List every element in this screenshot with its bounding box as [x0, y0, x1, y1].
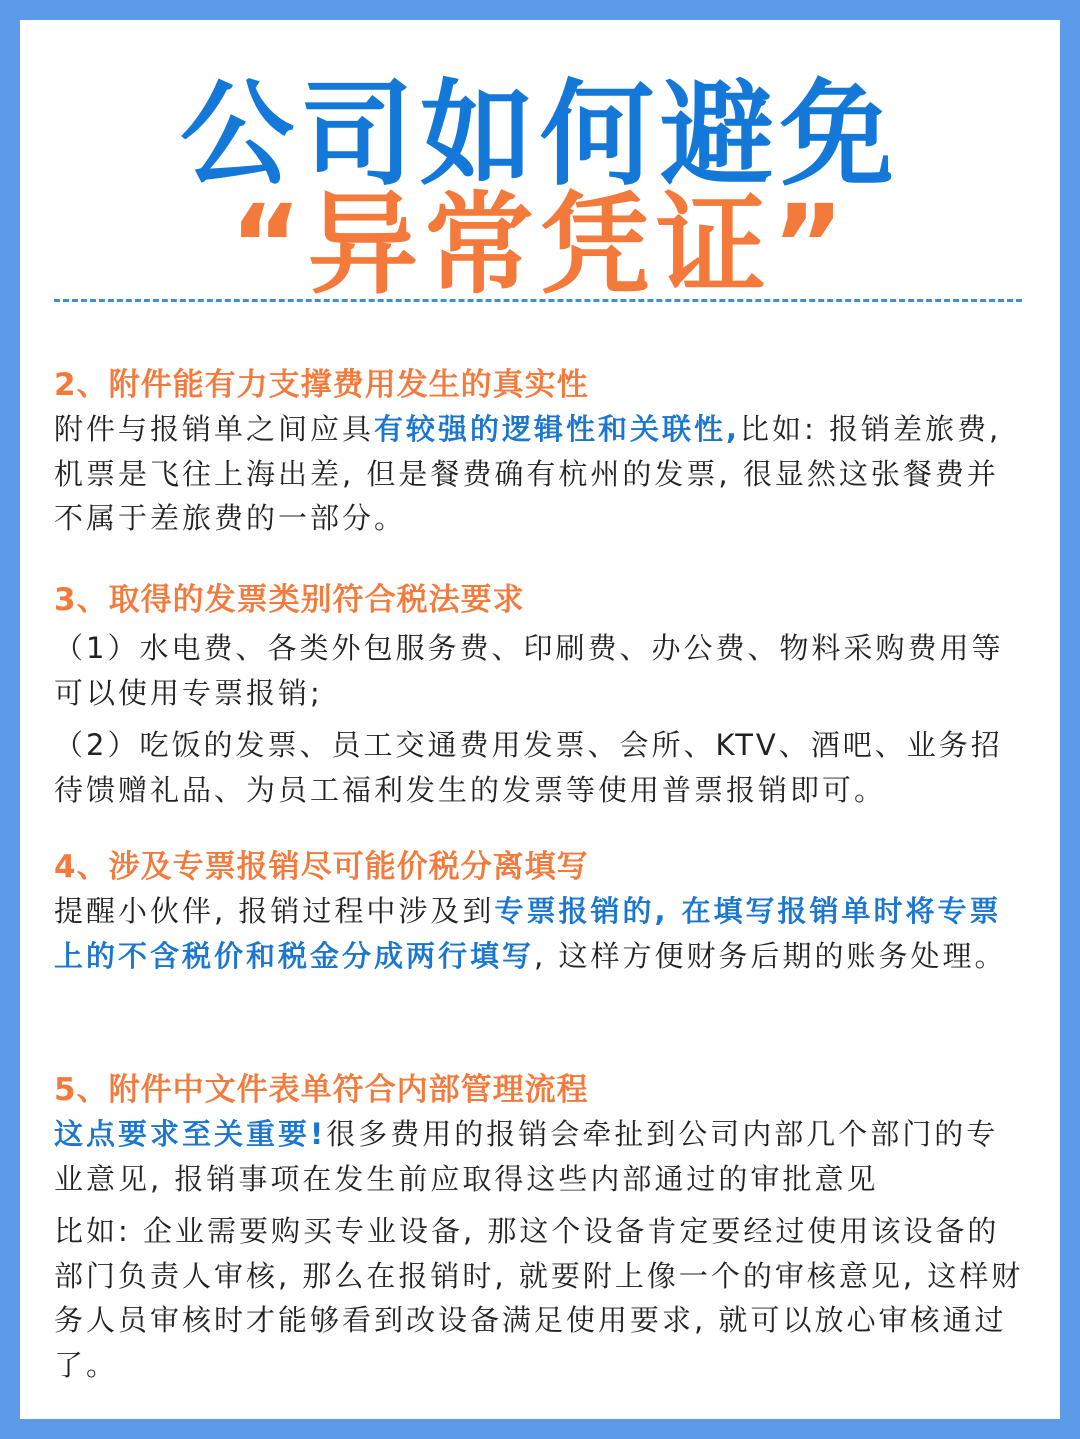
dashed-divider [54, 299, 1022, 302]
section-4-text-b: , 这样方便财务后期的账务处理。 [534, 938, 1007, 973]
title-line-1: 公司如何避免 [179, 68, 900, 201]
section-2-heading: 2、附件能有力支撑费用发生的真实性 [54, 367, 589, 403]
section-3-item-1: （1）水电费、各类外包服务费、印刷费、办公费、物料采购费用等可以使用专票报销; [54, 631, 1004, 710]
section-3-item-2: （2）吃饭的发票、员工交通费用发票、会所、KTV、酒吧、业务招待馈赠礼品、为员工福利发生的发票等使用普票报销即可。 [54, 728, 1003, 807]
section-5-paragraph-2: 比如: 企业需要购买专业设备, 那这个设备肯定要经过使用该设备的部门负责人审核, 那么在报销时, 就要附上像一个的审核意见, 这样财务人员审核时才能够看到改设备满足使用要求, 就可以放心审核通过了。 [54, 1214, 1024, 1382]
section-4-text-a: 提醒小伙伴, 报销过程中涉及到 [54, 894, 495, 928]
section-3 [54, 580, 1030, 812]
section-5 [54, 1070, 1030, 1387]
section-5-text-b: 很多费用的报销会牵扯到公司内部几个部门的专业意见, 报销事项在发生前应取得这些内部通过的审批意见 [54, 1117, 999, 1196]
section-2 [54, 365, 1030, 541]
section-3-heading: 3、取得的发票类别符合税法要求 [54, 582, 525, 618]
title-line-2: “异常凭证” [229, 181, 851, 309]
section-4-paragraph [54, 889, 1030, 978]
section-4-highlight: 专票报销的, 在填写报销单时将专票上的不含税价和税金分成两行填写 [54, 894, 1002, 973]
section-4 [54, 847, 1030, 978]
section-2-highlight: 有较强的逻辑性和关联性, [374, 412, 741, 446]
section-2-text-b: 比如: 报销差旅费, 机票是飞往上海出差, 但是餐费确有杭州的发票, 很显然这张餐费并不属于差旅费的一部分。 [54, 412, 1002, 535]
content-card [20, 20, 1060, 1419]
section-5-paragraph-1 [54, 1112, 1030, 1201]
section-5-highlight: 这点要求至关重要! [54, 1117, 327, 1151]
section-5-heading: 5、附件中文件表单符合内部管理流程 [54, 1072, 589, 1108]
section-2-text-a: 附件与报销单之间应具 [54, 412, 375, 446]
section-2-paragraph [54, 407, 1030, 541]
section-4-heading: 4、涉及专票报销尽可能价税分离填写 [54, 849, 589, 885]
